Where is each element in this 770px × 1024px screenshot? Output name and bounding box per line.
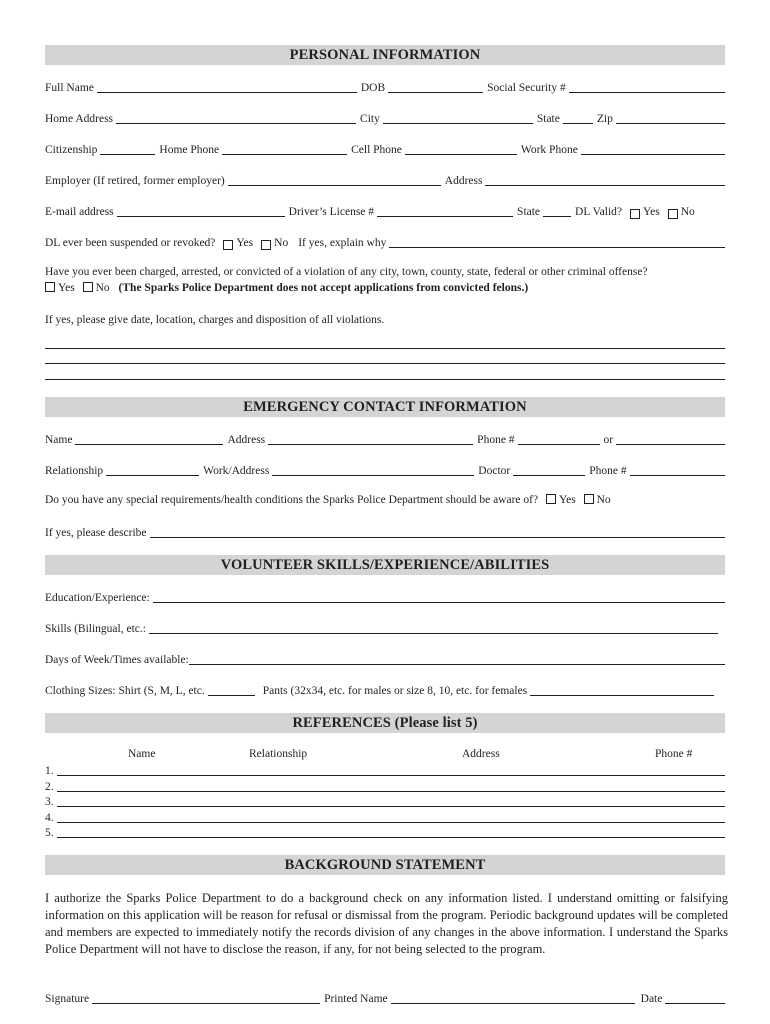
- employer-label: Employer (If retired, former employer): [45, 175, 225, 187]
- days-label: Days of Week/Times available:: [45, 654, 189, 666]
- violations-line-1[interactable]: [45, 348, 725, 349]
- section-header-volunteer-skills: VOLUNTEER SKILLS/EXPERIENCE/ABILITIES: [45, 555, 725, 575]
- references-header-phone: Phone #: [655, 748, 693, 760]
- dl-valid-yes-label: Yes: [643, 206, 660, 218]
- dl-valid-label: DL Valid?: [575, 206, 622, 218]
- reference-field-5[interactable]: [57, 834, 725, 838]
- education-label: Education/Experience:: [45, 592, 150, 604]
- row-address: [45, 110, 725, 126]
- shirt-size-label: Clothing Sizes: Shirt (S, M, L, etc.: [45, 685, 205, 697]
- charged-no-label: No: [95, 282, 110, 294]
- dl-suspended-no-checkbox[interactable]: [261, 240, 271, 250]
- violations-line-3[interactable]: [45, 379, 725, 380]
- days-field[interactable]: [189, 661, 725, 665]
- reference-row-1: [45, 762, 725, 778]
- row-emergency-name: [45, 431, 725, 447]
- skills-label: Skills (Bilingual, etc.:: [45, 623, 146, 635]
- section-header-references: REFERENCES (Please list 5): [45, 713, 725, 733]
- shirt-size-field[interactable]: [208, 692, 255, 696]
- dl-suspended-label: DL ever been suspended or revoked?: [45, 237, 216, 249]
- reference-row-4: [45, 809, 725, 825]
- reference-number: 3.: [45, 796, 54, 808]
- dob-label: DOB: [360, 82, 386, 94]
- state-label: State: [536, 113, 560, 125]
- row-name-dob-ssn: [45, 79, 725, 95]
- doctor-phone-field[interactable]: [630, 472, 725, 476]
- relationship-field[interactable]: [106, 472, 199, 476]
- references-header-relationship: Relationship: [249, 748, 308, 760]
- printed-name-field[interactable]: [391, 1000, 635, 1004]
- date-field[interactable]: [665, 1000, 725, 1004]
- emergency-address-label: Address: [227, 434, 266, 446]
- reference-number: 1.: [45, 765, 54, 777]
- health-describe-field[interactable]: [150, 534, 725, 538]
- if-yes-explain-label: If yes, explain why: [298, 237, 387, 249]
- dl-valid-yes-checkbox[interactable]: [630, 209, 640, 219]
- row-days: [45, 651, 725, 667]
- health-no-label: No: [596, 494, 611, 506]
- row-dl-suspended: [45, 234, 725, 250]
- explain-field[interactable]: [389, 244, 725, 248]
- health-question: Do you have any special requirements/health conditions the Sparks Police Department should be aware of?: [45, 494, 539, 506]
- employer-address-label: Address: [444, 175, 483, 187]
- reference-number: 4.: [45, 812, 54, 824]
- emergency-phone-label: Phone #: [477, 434, 515, 446]
- city-label: City: [360, 113, 380, 125]
- section-header-personal-information: PERSONAL INFORMATION: [45, 45, 725, 65]
- emergency-alt-phone-field[interactable]: [616, 441, 725, 445]
- state-field[interactable]: [563, 120, 593, 124]
- email-field[interactable]: [117, 213, 285, 217]
- dl-suspended-yes-checkbox[interactable]: [223, 240, 233, 250]
- row-emergency-relationship: [45, 462, 725, 478]
- work-address-field[interactable]: [272, 472, 474, 476]
- home-phone-field[interactable]: [222, 151, 347, 155]
- reference-field-3[interactable]: [57, 803, 725, 807]
- city-field[interactable]: [383, 120, 533, 124]
- cell-phone-label: Cell Phone: [351, 144, 402, 156]
- home-address-label: Home Address: [45, 113, 114, 125]
- background-statement-text: I authorize the Sparks Police Department to do a background check on any information listed. I understand omitting or falsifying information on this application will be reason for refusal or dismissal from the program. Periodic background updates will be completed and members are expected to immediately notify the records division of any changes in the above information. I understand the Sparks Police Department will not have to disclose the reason, if any, for not being selected to the program.: [45, 891, 728, 956]
- ssn-field[interactable]: [569, 89, 725, 93]
- health-no-checkbox[interactable]: [584, 494, 594, 504]
- row-employer: [45, 172, 725, 188]
- employer-field[interactable]: [228, 182, 441, 186]
- charged-yes-checkbox[interactable]: [45, 282, 55, 292]
- date-label: Date: [640, 993, 663, 1005]
- section-header-emergency-contact: EMERGENCY CONTACT INFORMATION: [45, 397, 725, 417]
- pants-size-label: Pants (32x34, etc. for males or size 8, 10, etc. for females: [262, 685, 528, 697]
- reference-row-2: [45, 778, 725, 794]
- dl-valid-no-checkbox[interactable]: [668, 209, 678, 219]
- home-address-field[interactable]: [116, 120, 356, 124]
- skills-field[interactable]: [149, 630, 718, 634]
- citizenship-label: Citizenship: [45, 144, 98, 156]
- health-describe-label: If yes, please describe: [45, 527, 147, 539]
- ssn-label: Social Security #: [487, 82, 566, 94]
- row-phones: [45, 141, 725, 157]
- zip-field[interactable]: [616, 120, 725, 124]
- signature-field[interactable]: [92, 1000, 320, 1004]
- work-address-label: Work/Address: [203, 465, 270, 477]
- references-header-address: Address: [462, 748, 500, 760]
- row-email-license: [45, 203, 725, 219]
- reference-field-1[interactable]: [57, 772, 725, 776]
- violations-instruction: If yes, please give date, location, charges and disposition of all violations.: [45, 314, 385, 326]
- education-field[interactable]: [153, 599, 725, 603]
- doctor-label: Doctor: [478, 465, 511, 477]
- reference-field-2[interactable]: [57, 788, 725, 792]
- references-header-name: Name: [128, 748, 156, 760]
- reference-row-3: [45, 793, 725, 809]
- reference-number: 2.: [45, 781, 54, 793]
- emergency-name-label: Name: [45, 434, 73, 446]
- work-phone-label: Work Phone: [520, 144, 578, 156]
- row-skills: [45, 620, 718, 636]
- full-name-label: Full Name: [45, 82, 94, 94]
- dl-state-label: State: [517, 206, 541, 218]
- row-signature: [45, 990, 725, 1006]
- reference-row-5: [45, 824, 725, 840]
- dl-valid-no-label: No: [680, 206, 695, 218]
- citizenship-field[interactable]: [100, 151, 155, 155]
- row-health-describe: [45, 524, 725, 540]
- emergency-or-label: or: [603, 434, 614, 446]
- relationship-label: Relationship: [45, 465, 104, 477]
- signature-label: Signature: [45, 993, 90, 1005]
- reference-number: 5.: [45, 827, 54, 839]
- violations-line-2[interactable]: [45, 363, 725, 364]
- charged-answer-row: [45, 282, 528, 294]
- charged-yes-label: Yes: [58, 282, 75, 294]
- drivers-license-field[interactable]: [377, 213, 513, 217]
- reference-field-4[interactable]: [57, 819, 725, 823]
- dl-suspended-yes-label: Yes: [236, 237, 254, 249]
- health-yes-label: Yes: [558, 494, 576, 506]
- printed-name-label: Printed Name: [324, 993, 388, 1005]
- pants-size-field[interactable]: [530, 692, 714, 696]
- section-header-background-statement: BACKGROUND STATEMENT: [45, 855, 725, 875]
- dob-field[interactable]: [388, 89, 483, 93]
- charged-question: Have you ever been charged, arrested, or convicted of a violation of any city, town, county, state, federal or other criminal offense?: [45, 266, 648, 278]
- health-question-row: [45, 494, 611, 506]
- health-yes-checkbox[interactable]: [546, 494, 556, 504]
- work-phone-field[interactable]: [581, 151, 725, 155]
- dl-suspended-no-label: No: [274, 237, 289, 249]
- doctor-phone-label: Phone #: [589, 465, 627, 477]
- row-clothing: [45, 682, 714, 698]
- dl-state-field[interactable]: [543, 213, 571, 217]
- emergency-phone-field[interactable]: [518, 441, 600, 445]
- emergency-name-field[interactable]: [75, 441, 223, 445]
- drivers-license-label: Driver’s License #: [288, 206, 375, 218]
- employer-address-field[interactable]: [485, 182, 725, 186]
- charged-no-checkbox[interactable]: [83, 282, 93, 292]
- zip-label: Zip: [596, 113, 613, 125]
- felon-notice: (The Sparks Police Department does not accept applications from convicted felons.): [118, 282, 529, 294]
- home-phone-label: Home Phone: [159, 144, 220, 156]
- row-education: [45, 589, 725, 605]
- cell-phone-field[interactable]: [405, 151, 517, 155]
- doctor-field[interactable]: [513, 472, 585, 476]
- email-label: E-mail address: [45, 206, 114, 218]
- full-name-field[interactable]: [97, 89, 357, 93]
- emergency-address-field[interactable]: [268, 441, 473, 445]
